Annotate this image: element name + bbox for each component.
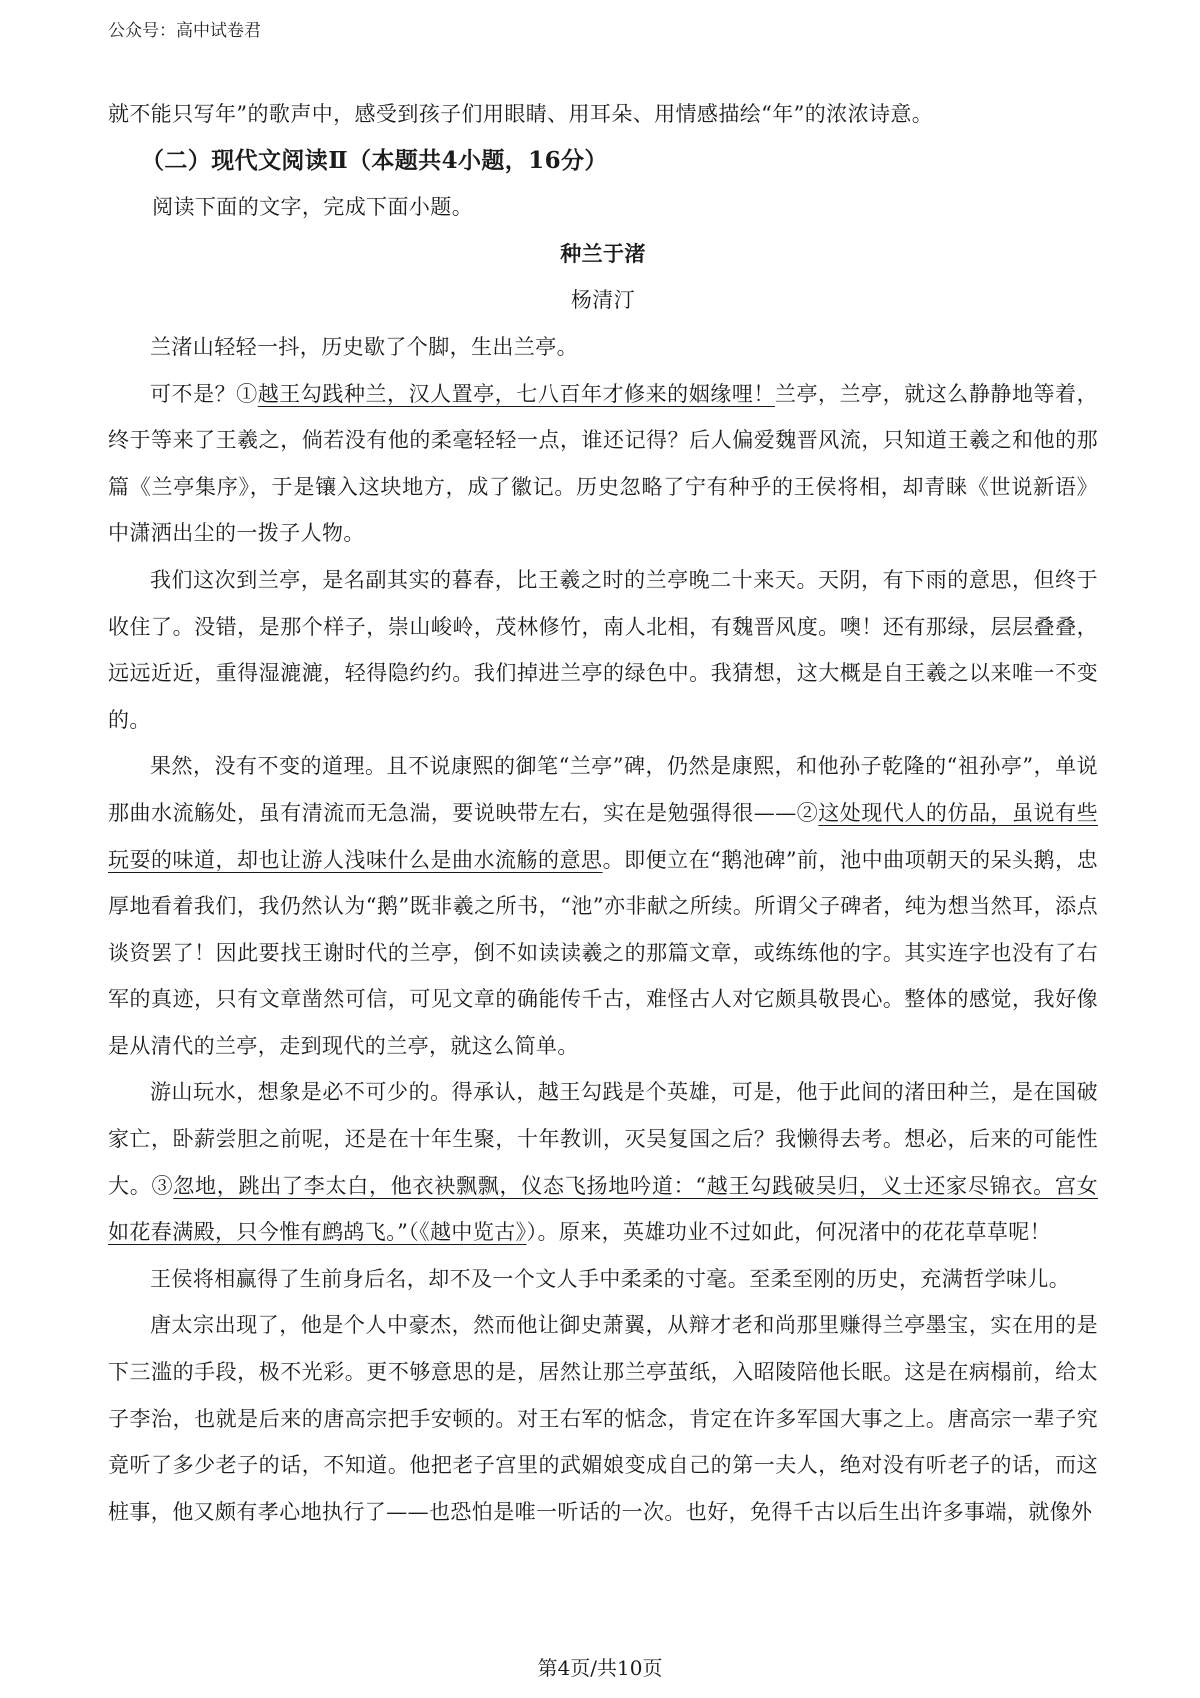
paragraph-2 — [108, 371, 1098, 557]
source-watermark: 公众号：高中试卷君 — [108, 21, 261, 41]
paragraph-6 — [108, 1256, 1098, 1303]
underlined-sentence-1: 越王勾践种兰，汉人置亭，七八百年才修来的姻缘哩！ — [257, 381, 775, 406]
paragraph-4 — [108, 743, 1098, 1069]
page-content — [108, 91, 1098, 1535]
paragraph-text: 王侯将相赢得了生前身后名，却不及一个文人手中柔柔的寸毫。至柔至刚的历史，充满哲学味儿。 — [150, 1266, 1071, 1291]
paragraph-1 — [108, 324, 1098, 371]
paragraph-text: 果然，没有不变的道理。且不说康熙的御笔“兰亭”碑，仍然是康熙，和他孙子乾隆的“祖孙亭”，单说那曲水流觞处，虽有清流而无急湍，要说映带左右，实在是勉强得很——② — [108, 754, 1098, 825]
paragraph-text: 兰亭，兰亭，就这么静静地等着，终于等来了王羲之，倘若没有他的柔毫轻轻一点，谁还记得？后人偏爱魏晋风流，只知道王羲之和他的那篇《兰亭集序》，于是镶入这块地方，成了徽记。历史忽略了宁有种乎的王侯将相，却青睐《世说新语》中潇洒出尘的一拨子人物。 — [108, 381, 1099, 546]
paragraph-text: 兰渚山轻轻一抖，历史歇了个脚，生出兰亭。 — [150, 334, 578, 359]
section-heading: （二）现代文阅读Ⅱ（本题共4小题，16分） — [141, 146, 608, 174]
paragraph-3 — [108, 557, 1098, 743]
article-author: 杨清汀 — [570, 288, 636, 313]
paragraph-7 — [108, 1302, 1098, 1535]
paragraph-text: 可不是？① — [150, 381, 258, 406]
section-instruction: 阅读下面的文字，完成下面小题。 — [152, 195, 474, 220]
paragraph-text: 唐太宗出现了，他是个人中豪杰，然而他让御史萧翼，从辩才老和尚那里赚得兰亭墨宝，实在用的是下三滥的手段，极不光彩。更不够意思的是，居然让那兰亭茧纸，入昭陵陪他长眠。这是在病榻前，给太子李治，也就是后来的唐高宗把手安顿的。对王右军的惦念，肯定在许多军国大事之上。唐高宗一辈子究竟听了多少老子的话，不知道。他把老子宫里的武媚娘变成自己的第一夫人，绝对没有听老子的话，而这桩事，他又颇有孝心地执行了——也恐怕是唯一听话的一次。也好，免得千古以后生出许多事端，就像外 — [108, 1313, 1098, 1524]
paragraph-text: 游山玩水，想象是必不可少的。得承认，越王勾践是个英雄，可是，他于此间的渚田种兰，是在国破家亡，卧薪尝胆之前呢，还是在十年生聚，十年教训，灭吴复国之后？我懒得去考。想必，后来的可能性大。③ — [108, 1080, 1098, 1198]
article-title: 种兰于渚 — [560, 240, 646, 266]
paragraph-text: ）。原来，英雄功业不过如此，何况渚中的花花草草呢！ — [526, 1220, 1052, 1245]
paragraph-text: 。即便立在“鹅池碑”前，池中曲项朝天的呆头鹅，忠厚地看着我们，我仍然认为“鹅”既非羲之所书，“池”亦非献之所续。所谓父子碑者，纯为想当然耳，添点谈资罢了！因此要找王谢时代的兰亭，倒不如读读羲之的那篇文章，或练练他的字。其实连字也没有了右军的真迹，只有文章凿然可信，可见文章的确能传千古，难怪古人对它颇具敬畏心。整体的感觉，我好像是从清代的兰亭，走到现代的兰亭，就这么简单。 — [108, 847, 1098, 1058]
carryover-line: 就不能只写年”的歌声中，感受到孩子们用眼睛、用耳朵、用情感描绘“年”的浓浓诗意。 — [108, 102, 934, 126]
underlined-sentence-2: 这处现代人的仿品，虽说有些玩耍的味道，却也让游人浅味什么是曲水流觞的意思 — [108, 800, 1098, 872]
underlined-sentence-3: 忽地，跳出了李太白，他衣袂飘飘，仪态飞扬地吟道：“越王勾践破吴归，义士还家尽锦衣。宫女如花春满殿，只今惟有鹧鸪飞。”（《越中览古》 — [108, 1173, 1098, 1245]
paragraph-text: 我们这次到兰亭，是名副其实的暮春，比王羲之时的兰亭晚二十来天。天阴，有下雨的意思，但终于收住了。没错，是那个样子，崇山峻岭，茂林修竹，南人北相，有魏晋风度。噢！还有那绿，层层叠叠，远远近近，重得湿漉漉，轻得隐约约。我们掉进兰亭的绿色中。我猜想，这大概是自王羲之以来唯一不变的。 — [108, 567, 1098, 732]
page-number: 第4页/共10页 — [537, 1656, 663, 1680]
paragraph-5 — [108, 1069, 1098, 1255]
